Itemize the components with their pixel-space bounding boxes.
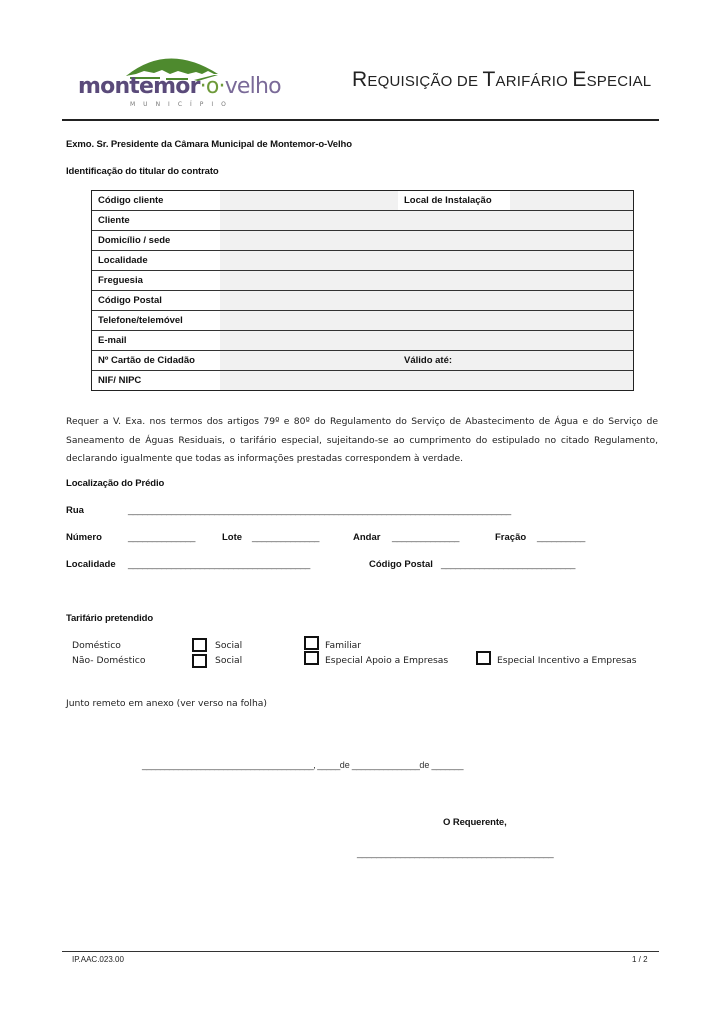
logo-wordmark: montemor·o·velho bbox=[78, 74, 281, 99]
day-input[interactable]: _____ bbox=[317, 760, 340, 770]
locality-input[interactable]: ______________________________________ bbox=[128, 559, 310, 570]
field-label: Freguesia bbox=[92, 271, 220, 290]
addressee: Exmo. Sr. Presidente da Câmara Municipal de Montemor-o-Velho bbox=[66, 139, 352, 150]
email-field[interactable] bbox=[220, 331, 633, 350]
non-domestic-social-label: Social bbox=[215, 655, 243, 666]
table-row-postal-code bbox=[92, 291, 633, 311]
field-label: Cliente bbox=[92, 211, 220, 230]
client-field[interactable] bbox=[220, 211, 633, 230]
domestic-social-checkbox[interactable] bbox=[192, 638, 207, 652]
non-domestic-label: Não- Doméstico bbox=[72, 655, 146, 666]
domestic-family-checkbox[interactable] bbox=[304, 636, 319, 650]
postal-code-label: Código Postal bbox=[369, 559, 433, 570]
place-input[interactable]: ______________________________________ bbox=[142, 760, 314, 770]
logo-subtitle: MUNICÍPIO bbox=[130, 101, 234, 108]
footer-divider bbox=[62, 951, 659, 952]
business-incentive-checkbox[interactable] bbox=[476, 651, 491, 665]
municipality-logo bbox=[78, 44, 281, 112]
phone-field[interactable] bbox=[220, 311, 633, 330]
building-location-heading: Localização do Prédio bbox=[66, 478, 165, 489]
table-row-email bbox=[92, 331, 633, 351]
field-label: Nº Cartão de Cidadão bbox=[92, 351, 220, 370]
table-row-citizen-card bbox=[92, 351, 633, 371]
business-incentive-label: Especial Incentivo a Empresas bbox=[497, 655, 637, 666]
tariff-heading: Tarifário pretendido bbox=[66, 613, 154, 624]
table-row-client-code bbox=[92, 191, 633, 211]
street-input[interactable]: ________________________________________________________________________________ bbox=[128, 505, 511, 516]
floor-label: Andar bbox=[353, 532, 381, 543]
fraction-input[interactable]: __________ bbox=[537, 532, 585, 543]
table-row-client bbox=[92, 211, 633, 231]
street-label: Rua bbox=[66, 505, 84, 516]
table-row-locality bbox=[92, 251, 633, 271]
business-support-checkbox[interactable] bbox=[304, 651, 319, 665]
domicile-field[interactable] bbox=[220, 231, 633, 250]
domestic-social-label: Social bbox=[215, 640, 243, 651]
floor-input[interactable]: ______________ bbox=[392, 532, 459, 543]
field-label: Localidade bbox=[92, 251, 220, 270]
installation-location-label: Local de Instalação bbox=[398, 191, 510, 210]
client-code-field[interactable] bbox=[220, 191, 633, 210]
contract-holder-table bbox=[91, 190, 634, 391]
postal-code-input[interactable]: ____________________________ bbox=[441, 559, 575, 570]
date-separator: , bbox=[313, 760, 316, 770]
field-label: NIF/ NIPC bbox=[92, 371, 220, 390]
attachment-note: Junto remeto em anexo (ver verso na folha) bbox=[66, 698, 268, 709]
fraction-label: Fração bbox=[495, 532, 527, 543]
citizen-card-field[interactable] bbox=[220, 351, 633, 370]
request-paragraph: Requer a V. Exa. nos termos dos artigos 79º e 80º do Regulamento do Serviço de Abastecimento de Água e do Serviço de Saneamento de Águas Residuais, o tarifário especial, sujeitando-se ao cumprimento do estipulado no citado Regulamento, declarando igualmente que todas as informações prestadas correspondem à verdade. bbox=[66, 416, 658, 464]
month-input[interactable]: _______________ bbox=[351, 760, 420, 770]
number-input[interactable]: ______________ bbox=[128, 532, 195, 543]
valid-until-label: Válido até: bbox=[404, 355, 453, 366]
date-line bbox=[142, 760, 463, 770]
lot-label: Lote bbox=[222, 532, 243, 543]
document-code: IP.AAC.023.00 bbox=[72, 955, 124, 964]
postal-code-field[interactable] bbox=[220, 291, 633, 310]
locality-label: Localidade bbox=[66, 559, 116, 570]
table-row-parish bbox=[92, 271, 633, 291]
lot-input[interactable]: ______________ bbox=[252, 532, 319, 543]
contract-holder-heading: Identificação do titular do contrato bbox=[66, 166, 219, 177]
domestic-label: Doméstico bbox=[72, 640, 121, 651]
locality-field[interactable] bbox=[220, 251, 633, 270]
domestic-family-label: Familiar bbox=[325, 640, 362, 651]
table-row-domicile bbox=[92, 231, 633, 251]
field-label: Código cliente bbox=[92, 191, 220, 210]
date-de-2: de bbox=[419, 760, 430, 770]
field-label: E-mail bbox=[92, 331, 220, 350]
page-number: 1 / 2 bbox=[632, 955, 648, 964]
table-row-nif bbox=[92, 371, 633, 390]
non-domestic-social-checkbox[interactable] bbox=[192, 654, 207, 668]
nif-field[interactable] bbox=[220, 371, 633, 390]
business-support-label: Especial Apoio a Empresas bbox=[325, 655, 449, 666]
parish-field[interactable] bbox=[220, 271, 633, 290]
table-row-phone bbox=[92, 311, 633, 331]
field-label: Domicílio / sede bbox=[92, 231, 220, 250]
number-label: Número bbox=[66, 532, 102, 543]
field-label: Telefone/telemóvel bbox=[92, 311, 220, 330]
date-de-1: de bbox=[339, 760, 350, 770]
field-label: Código Postal bbox=[92, 291, 220, 310]
header-divider bbox=[62, 119, 659, 121]
signature-line[interactable]: _________________________________________ bbox=[357, 848, 554, 859]
year-input[interactable]: _______ bbox=[431, 760, 463, 770]
document-title: REQUISIÇÃO DE TARIFÁRIO ESPECIAL bbox=[352, 68, 652, 91]
applicant-label: O Requerente, bbox=[443, 817, 507, 828]
